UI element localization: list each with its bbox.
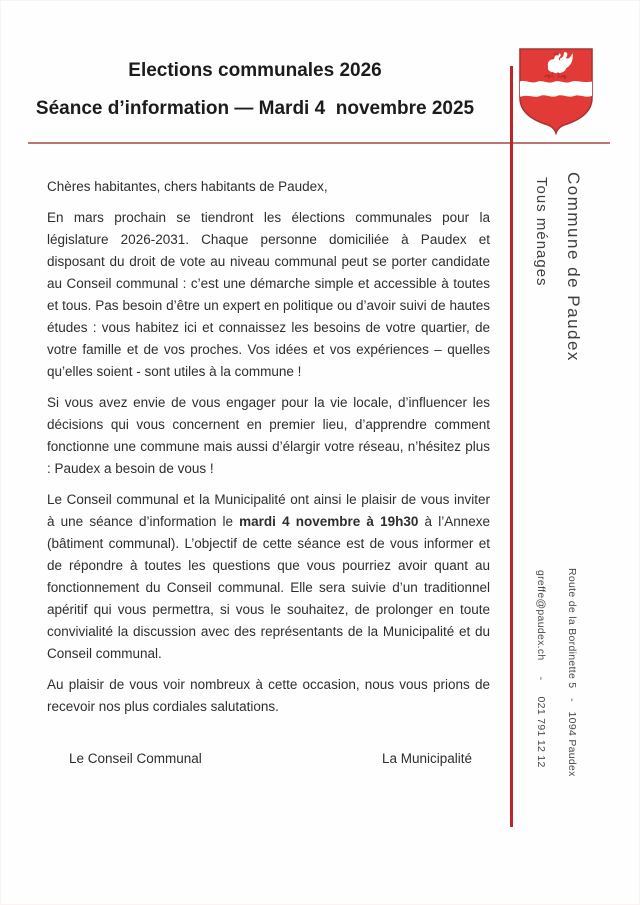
invitation-text-before: Le Conseil communal et la Municipalité ont ainsi le plaisir de vous inviter à une séance d’information le [47,492,490,529]
paragraph-invitation [47,489,490,665]
red-horizontal-rule [28,142,610,144]
paragraph-closing: Au plaisir de vous voir nombreux à cette occasion, nous vous prions de recevoir nos plus cordiales salutations. [47,677,490,714]
audience-label-vertical: Tous ménages [533,177,550,287]
paragraph-elections-intro: En mars prochain se tiendront les élections communales pour la législature 2026-2031. Chaque personne domiciliée à Paudex et disposant du droit de vote au niveau communal peut se porter candidate au Conseil communal : c’est une démarche simple et accessible à toutes et tous. Pas besoin d’être un expert en politique ou d’avoir suivi de hautes études : vous habitez ici et connaissez les besoins de votre quartier, de votre famille et de vos proches. Vos idées et vos expériences – quelles qu’elles soient - sont utiles à la commune ! [47,210,490,379]
signature-municipality: La Municipalité [381,751,472,766]
contact-email-phone-vertical: greffe@paudex.ch - 021 791 12 12 [535,570,547,768]
letter-body [47,176,490,727]
page-title: Elections communales 2026 [128,60,382,81]
paragraph-engagement: Si vous avez envie de vous engager pour la vie locale, d’influencer les décisions qui vous concernent en premier lieu, d’apprendre comment fonctionne une commune mais aussi d’élargir votre réseau, n’hésitez plus : Paudex a besoin de vous ! [47,395,490,476]
red-vertical-rule [510,66,513,827]
salutation: Chères habitantes, chers habitants de Paudex, [47,179,328,194]
address-vertical: Route de la Bordinette 5 - 1094 Paudex [566,568,578,777]
paudex-coat-of-arms-icon [516,46,596,138]
invitation-text-after: à l’Annexe (bâtiment communal). L’objectif de cette séance est de vous informer et de répondre à toutes les questions que vous pourriez avoir quant au fonctionnement du Conseil communal. Elle sera suivie d’un traditionnel apéritif qui vous permettra, si vous le souhaitez, de prolonger en toute convivialité la discussion avec des représentants de la Municipalité et du Conseil communal. [47,514,490,661]
commune-name-vertical: Commune de Paudex [564,172,583,362]
event-datetime: mardi 4 novembre à 19h30 [239,514,419,529]
page-subtitle: Séance d’information — Mardi 4 novembre 2025 [35,98,475,119]
signatures [47,751,490,766]
signature-council: Le Conseil Communal [69,751,202,766]
